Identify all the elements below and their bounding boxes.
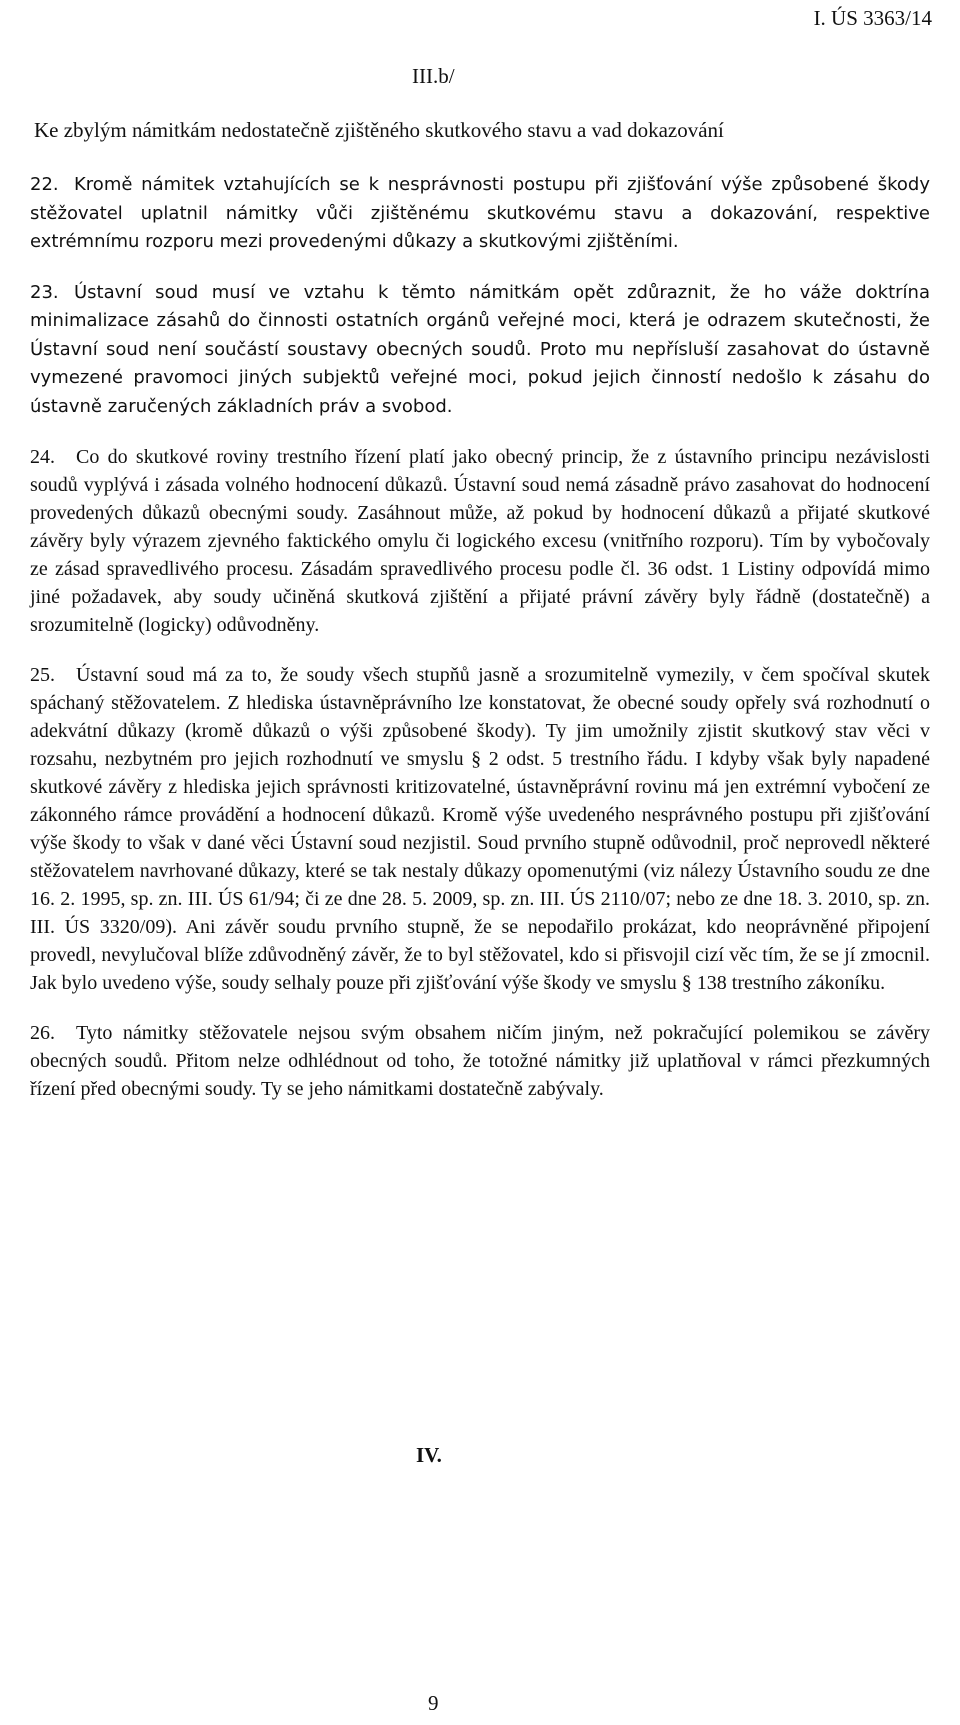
case-reference: I. ÚS 3363/14 <box>813 6 932 30</box>
paragraph-number: 26. <box>30 1022 55 1044</box>
page-number: 9 <box>428 1691 439 1715</box>
section-mark: III.b/ <box>412 64 455 88</box>
paragraph-number: 22. <box>30 174 59 195</box>
paragraph-number: 24. <box>30 446 55 468</box>
paragraph-text: Tyto námitky stěžovatele nejsou svým obsahem ničím jiným, než pokračující polemikou se závěry obecných soudů. Přitom nelze odhlédnout od toho, že totožné námitky již uplatňoval v rámci přezkumných řízení před obecnými soudy. Ty se jeho námitkami dostatečně zabývaly. <box>30 1022 930 1100</box>
paragraph-text: Ústavní soud má za to, že soudy všech stupňů jasně a srozumitelně vymezily, v čem spočíval skutek spáchaný stěžovatelem. Z hlediska ústavněprávního lze konstatovat, že obecné soudy opřely svá rozhodnutí o adekvátní důkazy (kromě důkazů o výši způsobené škody). Ty jim umožnily zjistit skutkový stav věci v rozsahu, nezbytném pro jejich rozhodnutí ve smyslu § 2 odst. 5 trestního řádu. I kdyby však byly napadené skutkové závěry z hlediska jejich správnosti kritizovatelné, ústavněprávní rovinu má jen extrémní vybočení ze zákonného rámce provádění a hodnocení důkazů. Kromě výše uvedeného nesprávného postupu při zjišťování výše škody to však v dané věci Ústavní soud nezjistil. Soud prvního stupně odůvodnil, proč neprovedl některé stěžovatelem navrhované důkazy, které se tak nestaly důkazy opomenutými (viz nálezy Ústavního soudu ze dne 16. 2. 1995, sp. zn. III. ÚS 61/94; či ze dne 28. 5. 2009, sp. zn. III. ÚS 2110/07; nebo ze dne 18. 3. 2010, sp. zn. III. ÚS 3320/09). Ani závěr soudu prvního stupně, že se nepodařilo prokázat, kdo neoprávněné připojení provedl, nevylučoval blíže zdůvodněný závěr, že to byl stěžovatel, kdo si přisvojil cizí věc tím, že se jí zmocnil. Jak bylo uvedeno výše, soudy selhaly pouze při zjišťování výše škody ve smyslu § 138 trestního zákoníku. <box>30 664 930 994</box>
paragraph-text: Ústavní soud musí ve vztahu k těmto námitkám opět zdůraznit, že ho váže doktrína minimalizace zásahů do činnosti ostatních orgánů veřejné moci, která je odrazem skutečnosti, že Ústavní soud není součástí soustavy obecných soudů. Proto mu nepřísluší zasahovat do ústavně vymezené pravomoci jiných subjektů veřejné moci, pokud jejich činností nedošlo k zásahu do ústavně zaručených základních práv a svobod. <box>30 281 930 417</box>
paragraph-text: Kromě námitek vztahujících se k nesprávnosti postupu při zjišťování výše způsobené škody stěžovatel uplatnil námitky vůči zjištěnému skutkovému stavu a dokazování, respektive extrémnímu rozporu mezi provedenými důkazy a skutkovými zjištěními. <box>30 174 930 252</box>
paragraph-22 <box>30 171 930 257</box>
paragraph-number: 25. <box>30 664 55 686</box>
paragraph-text: Co do skutkové roviny trestního řízení platí jako obecný princip, že z ústavního principu nezávislosti soudů vyplývá i zásada volného hodnocení důkazů. Ústavní soud nemá zásadně právo zasahovat do hodnocení provedených důkazů obecnými soudy. Zasáhnout může, až pokud by hodnocení důkazů a přijaté skutkové závěry byly výrazem zjevného faktického omylu či logického excesu (vnitřního rozporu). Tím by vybočovaly ze zásad spravedlivého procesu. Zásadám spravedlivého procesu podle čl. 36 odst. 1 Listiny odpovídá mimo jiné požadavek, aby soudy učiněná skutková zjištění a přijaté právní závěry byly řádně (dostatečně) a srozumitelně (logicky) odůvodněny. <box>30 446 930 636</box>
paragraph-23 <box>30 279 930 422</box>
section-heading: Ke zbylým námitkám nedostatečně zjištěného skutkového stavu a vad dokazování <box>34 118 724 142</box>
paragraph-25 <box>30 661 930 997</box>
next-section-mark: IV. <box>416 1443 442 1467</box>
paragraph-number: 23. <box>30 281 59 303</box>
paragraph-26 <box>30 1019 930 1103</box>
paragraph-24 <box>30 443 930 639</box>
paragraph-list <box>30 171 930 1125</box>
